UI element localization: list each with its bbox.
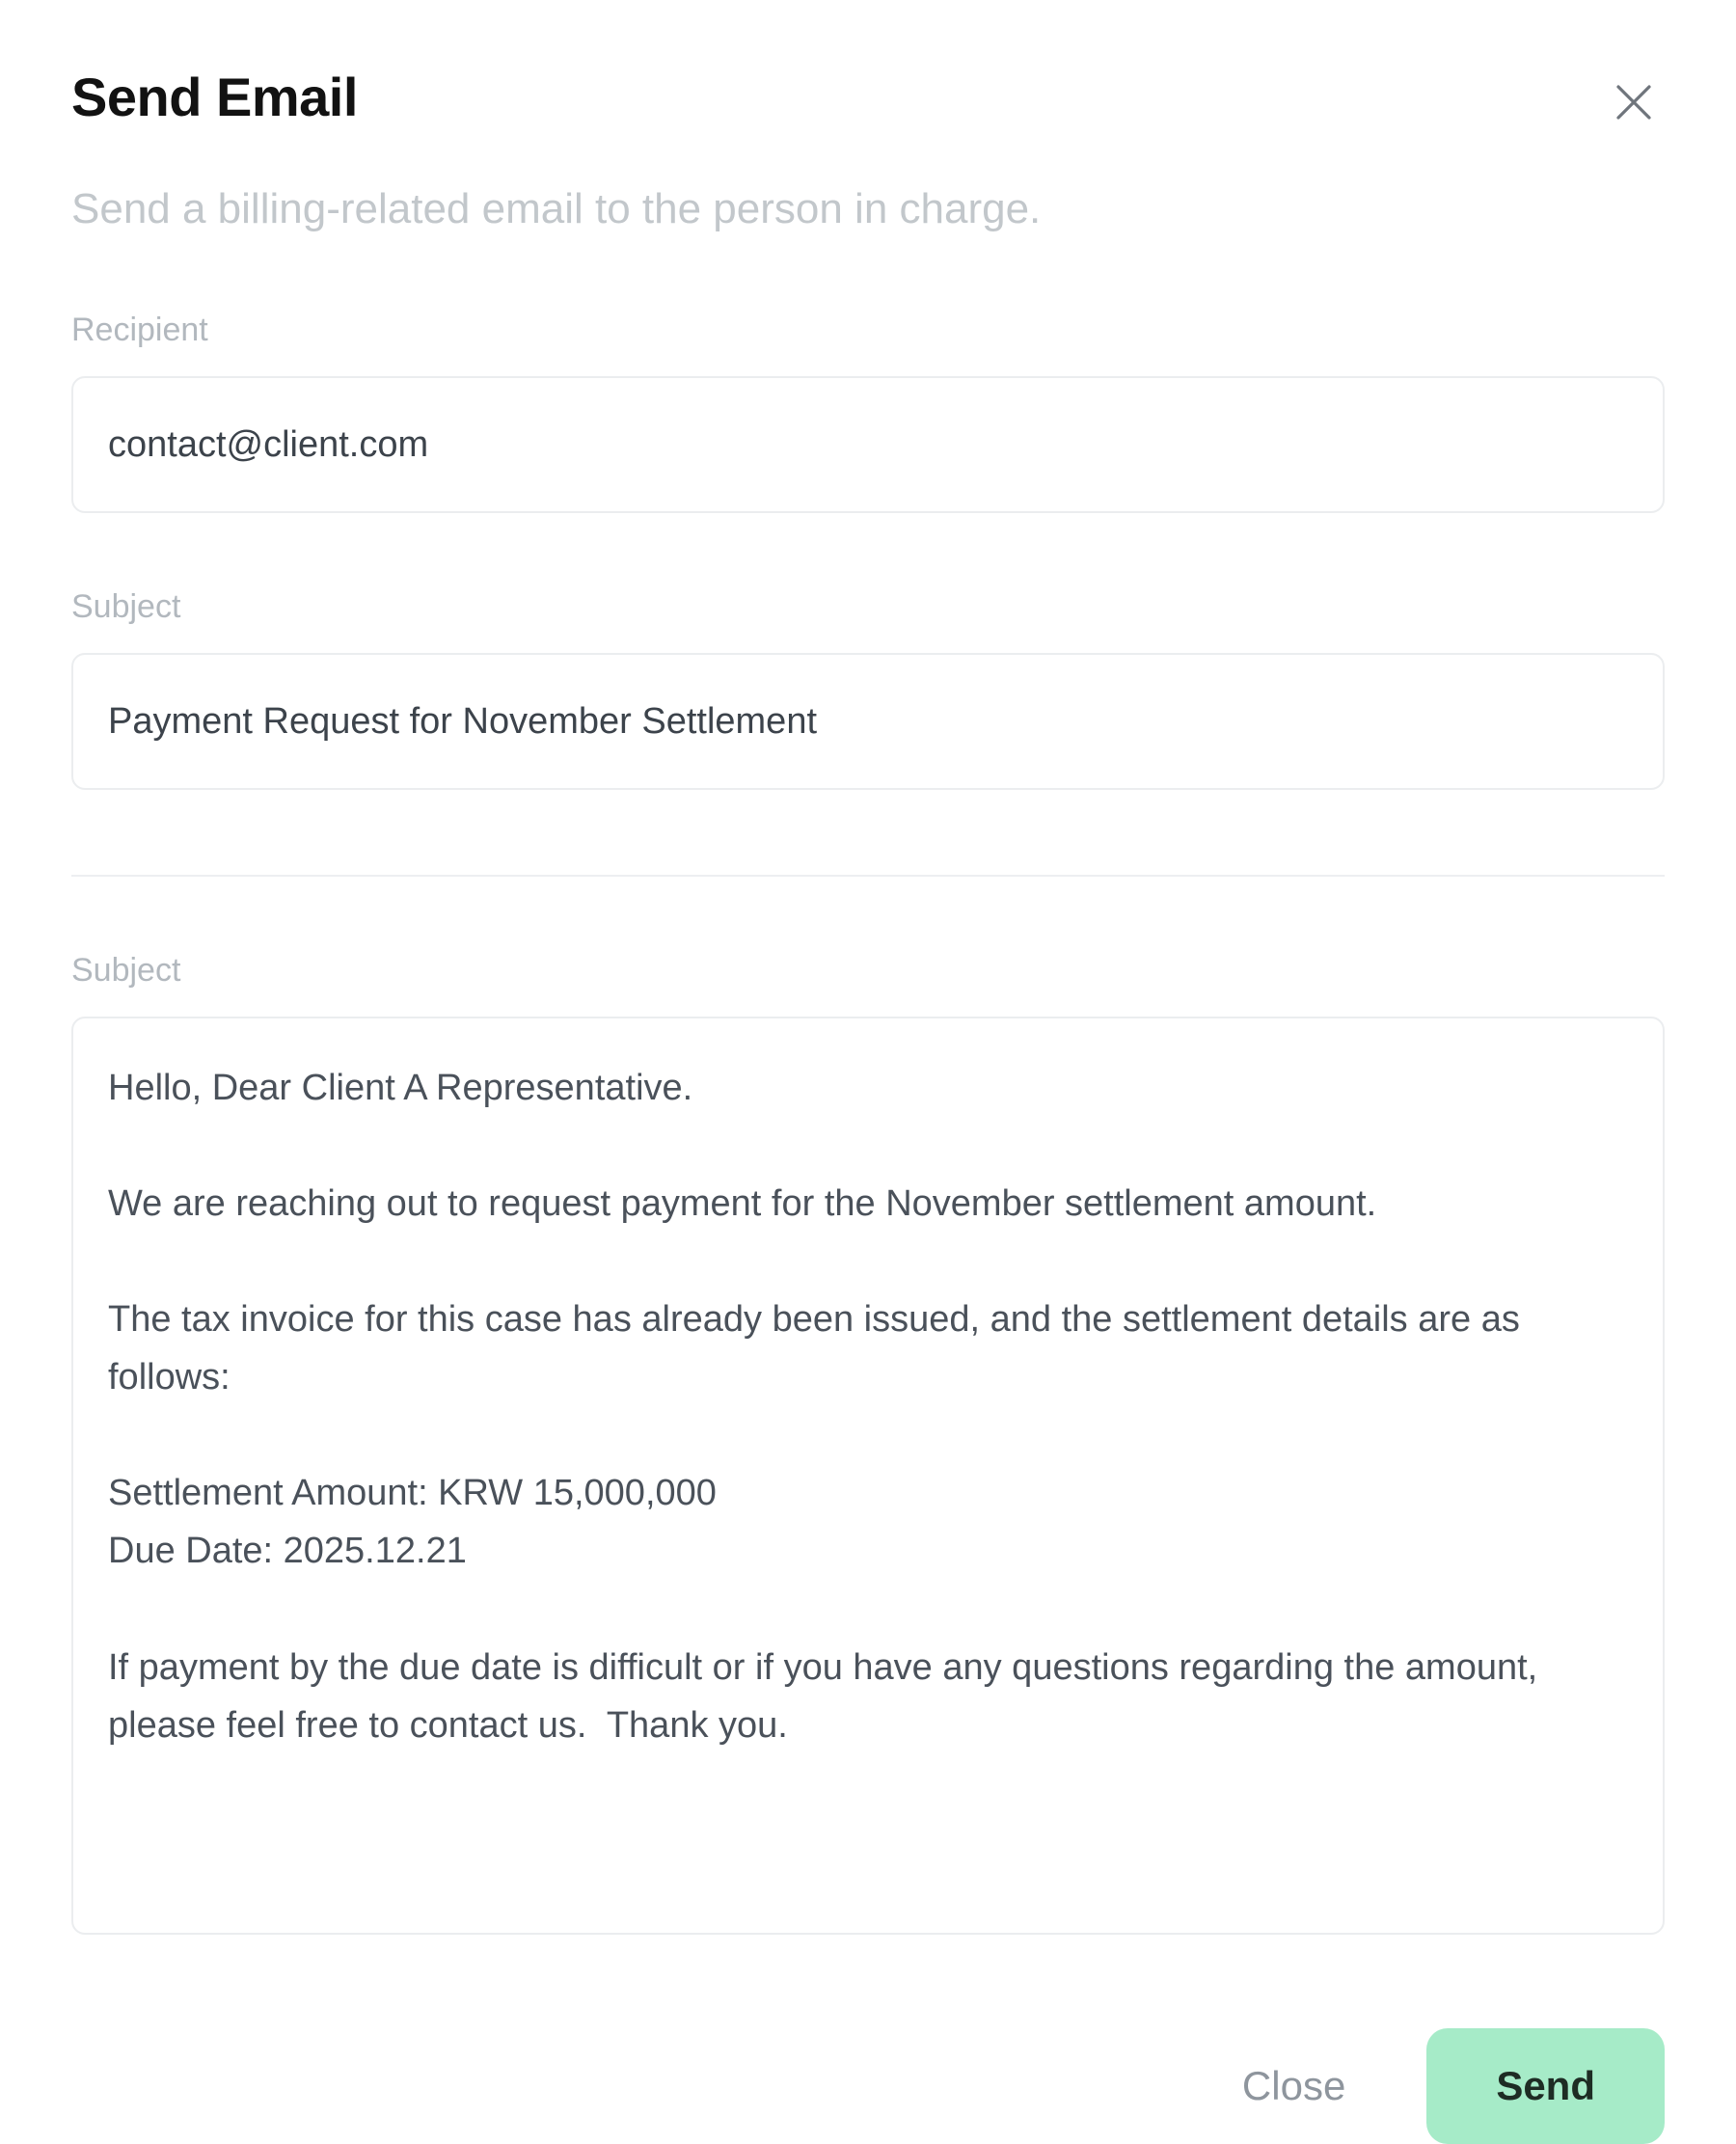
subject-input[interactable]: [71, 653, 1665, 790]
modal-footer: [71, 2028, 1665, 2144]
close-text-button[interactable]: Close: [1241, 2063, 1346, 2109]
close-button[interactable]: [1609, 79, 1659, 129]
send-button[interactable]: Send: [1426, 2028, 1665, 2144]
modal-title: Send Email: [71, 67, 358, 127]
recipient-input[interactable]: [71, 376, 1665, 513]
recipient-label: Recipient: [71, 312, 208, 349]
modal-subtitle: Send a billing-related email to the person in charge.: [71, 185, 1042, 232]
close-icon: [1613, 81, 1655, 128]
modal-header: [71, 68, 1665, 129]
body-textarea[interactable]: [71, 1017, 1665, 1935]
subject-label: Subject: [71, 588, 181, 626]
section-divider: [71, 875, 1665, 877]
body-label: Subject: [71, 952, 181, 990]
